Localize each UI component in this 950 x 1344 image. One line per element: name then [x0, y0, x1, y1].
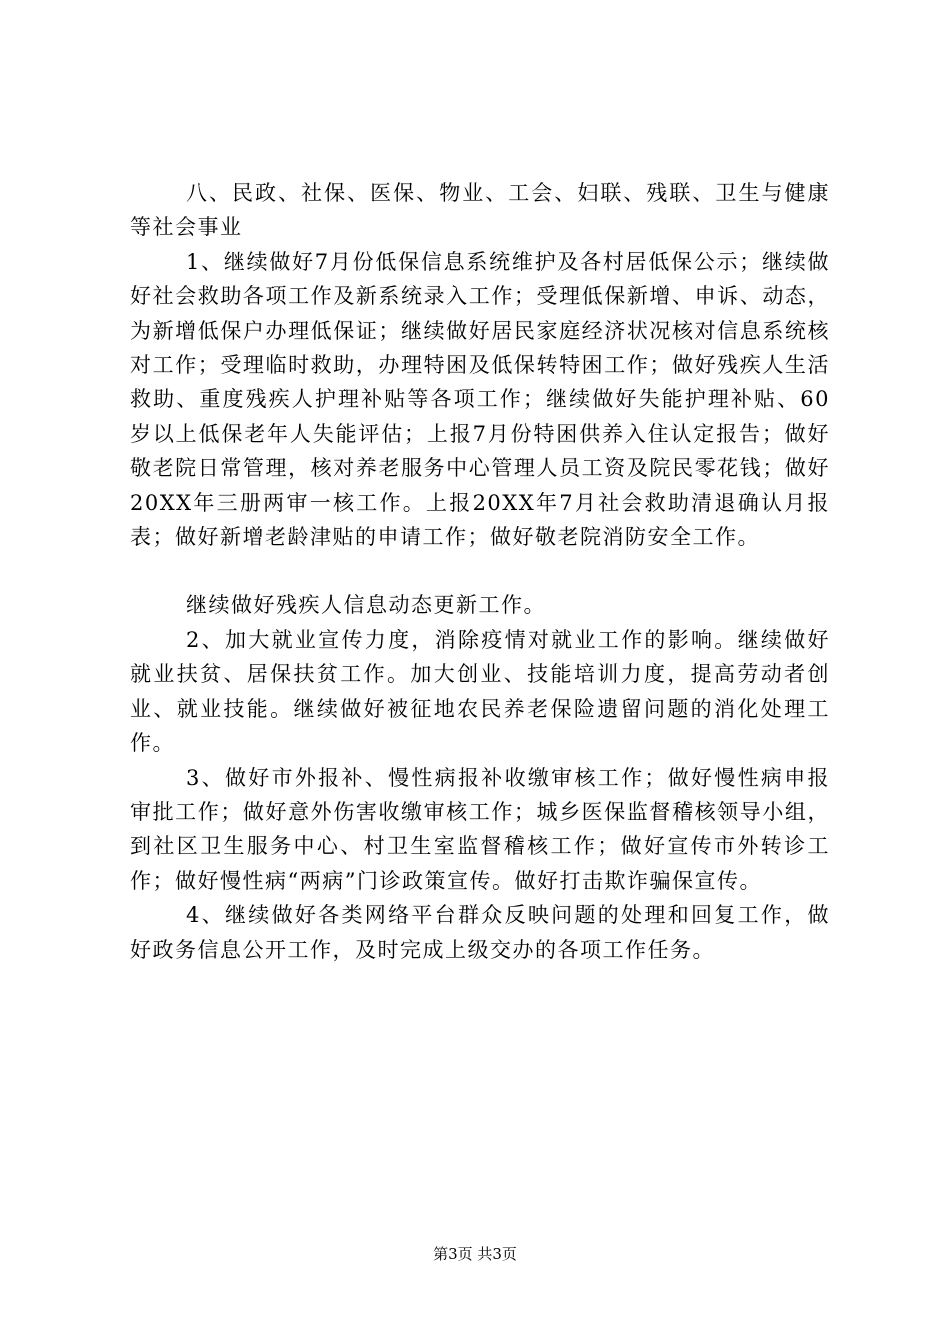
- paragraph-gap: [130, 554, 830, 588]
- page-number-footer: 第3页 共3页: [433, 1245, 517, 1263]
- section-heading: 八、民政、社保、医保、物业、工会、妇联、残联、卫生与健康等社会事业: [130, 181, 830, 240]
- paragraph-item-1: 1、继续做好7月份低保信息系统维护及各村居低保公示；继续做好社会救助各项工作及新系统录入工作；受理低保新增、申诉、动态，为新增低保户办理低保证；继续做好居民家庭经济状况核对信息系统核对工作；受理临时救助，办理特困及低保转特困工作；做好残疾人生活救助、重度残疾人护理补贴等各项工作；继续做好失能护理补贴、60岁以上低保老年人失能评估；上报7月份特困供养入住认定报告；做好敬老院日常管理，核对养老服务中心管理人员工资及院民零花钱；做好20XX年三册两审一核工作。上报20XX年7月社会救助清退确认月报表；做好新增老龄津贴的申请工作；做好敬老院消防安全工作。: [130, 249, 830, 550]
- paragraph-item-2: 2、加大就业宣传力度，消除疫情对就业工作的影响。继续做好就业扶贫、居保扶贫工作。加大创业、技能培训力度，提高劳动者创业、就业技能。继续做好被征地农民养老保险遗留问题的消化处理工作。: [130, 627, 830, 756]
- paragraph-disability-update: 继续做好残疾人信息动态更新工作。: [186, 593, 546, 618]
- paragraph-item-4: 4、继续做好各类网络平台群众反映问题的处理和回复工作，做好政务信息公开工作，及时完成上级交办的各项工作任务。: [130, 903, 830, 962]
- paragraph-item-3: 3、做好市外报补、慢性病报补收缴审核工作；做好慢性病申报审批工作；做好意外伤害收缴审核工作；城乡医保监督稽核领导小组，到社区卫生服务中心、村卫生室监督稽核工作；做好宣传市外转诊工作；做好慢性病“两病”门诊政策宣传。做好打击欺诈骗保宣传。: [130, 765, 830, 893]
- document-body: [130, 176, 830, 967]
